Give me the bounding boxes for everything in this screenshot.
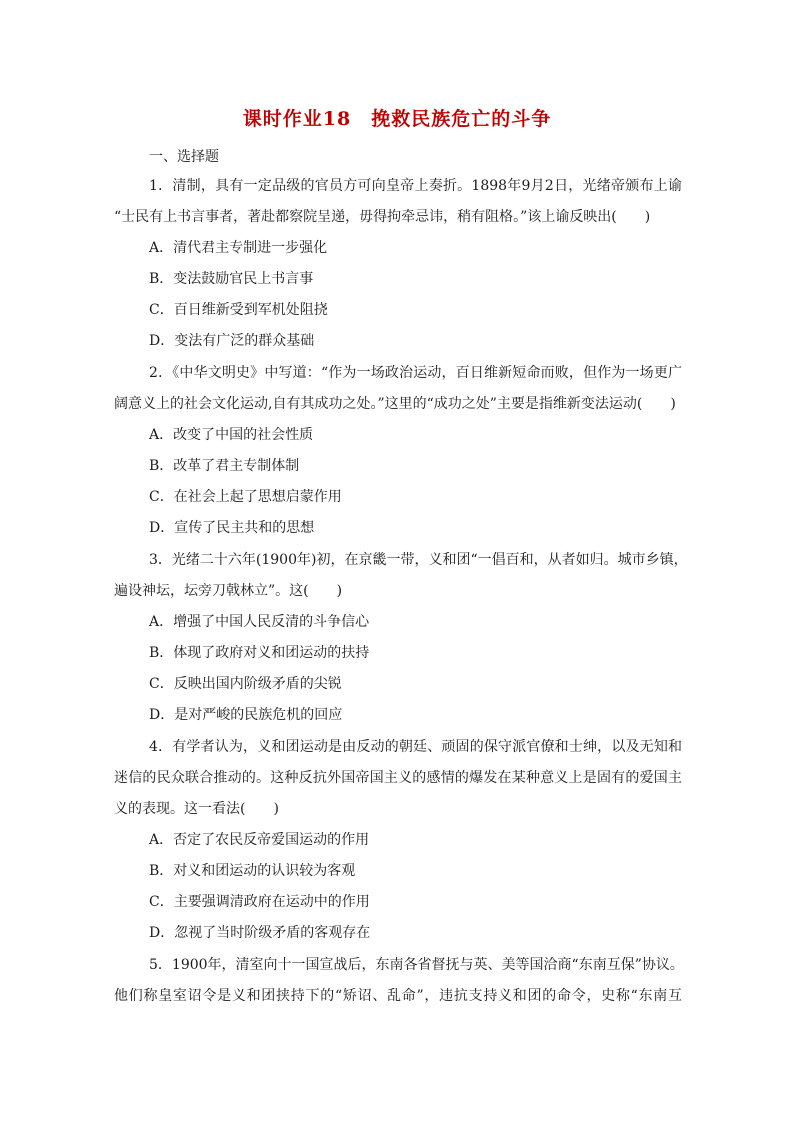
question-2-option-b[interactable]: B．改革了君主专制体制 <box>149 458 300 474</box>
question-3-option-b[interactable]: B．体现了政府对义和团运动的扶持 <box>149 645 370 661</box>
question-1-line-1: 1．清制，具有一定品级的官员方可向皇帝上奏折。1898年9月2日，光绪帝颁布上谕 <box>149 178 682 194</box>
question-4-line-2: 迷信的民众联合推动的。这种反抗外国帝国主义的感情的爆发在某种意义上是固有的爱国主 <box>114 770 682 786</box>
question-2-line-2: 阔意义上的社会文化运动,自有其成功之处。”这里的“成功之处”主要是指维新变法运动( ) <box>114 396 676 412</box>
question-4-line-1: 4．有学者认为，义和团运动是由反动的朝廷、顽固的保守派官僚和士绅，以及无知和 <box>149 739 682 755</box>
document-title: 课时作业18 挽救民族危亡的斗争 <box>242 108 552 130</box>
question-4-option-a[interactable]: A．否定了农民反帝爱国运动的作用 <box>149 832 370 848</box>
question-2-line-1: 2．《中华文明史》中写道：“作为一场政治运动，百日维新短命而败，但作为一场更广 <box>149 365 682 381</box>
question-4-line-3: 义的表现。这一看法( ) <box>114 801 279 817</box>
question-3-option-d[interactable]: D．是对严峻的民族危机的回应 <box>149 707 343 723</box>
question-2-option-c[interactable]: C．在社会上起了思想启蒙作用 <box>149 489 342 505</box>
section-heading: 一、选择题 <box>149 149 219 165</box>
question-4-option-b[interactable]: B．对义和团运动的认识较为客观 <box>149 863 356 879</box>
question-2-option-d[interactable]: D．宣传了民主共和的思想 <box>149 520 315 536</box>
question-3-option-a[interactable]: A．增强了中国人民反清的斗争信心 <box>149 614 370 630</box>
question-1-option-a[interactable]: A．清代君主专制进一步强化 <box>149 240 328 256</box>
question-3-line-1: 3．光绪二十六年(1900年)初，在京畿一带，义和团“一倡百和，从者如归。城市乡镇， <box>149 552 688 568</box>
question-3-option-c[interactable]: C．反映出国内阶级矛盾的尖锐 <box>149 676 342 692</box>
question-1-option-c[interactable]: C．百日维新受到军机处阻挠 <box>149 302 328 318</box>
question-2-option-a[interactable]: A．改变了中国的社会性质 <box>149 427 314 443</box>
question-1-line-2: “士民有上书言事者，著赴都察院呈递，毋得拘牵忌讳，稍有阻格。”该上谕反映出( ) <box>114 209 651 225</box>
question-5-line-1: 5．1900年，清室向十一国宣战后，东南各省督抚与英、美等国洽商“东南互保”协议。 <box>149 957 684 973</box>
question-4-option-c[interactable]: C．主要强调清政府在运动中的作用 <box>149 894 370 910</box>
question-5-line-2: 他们称皇室诏令是义和团挟持下的“矫诏、乱命”，违抗支持义和团的命令，史称“东南互 <box>114 988 682 1004</box>
question-1-option-d[interactable]: D．变法有广泛的群众基础 <box>149 333 315 349</box>
question-3-line-2: 遍设神坛，坛旁刀戟林立”。这( ) <box>114 583 343 599</box>
question-1-option-b[interactable]: B．变法鼓励官民上书言事 <box>149 271 314 287</box>
question-4-option-d[interactable]: D．忽视了当时阶级矛盾的客观存在 <box>149 925 371 941</box>
